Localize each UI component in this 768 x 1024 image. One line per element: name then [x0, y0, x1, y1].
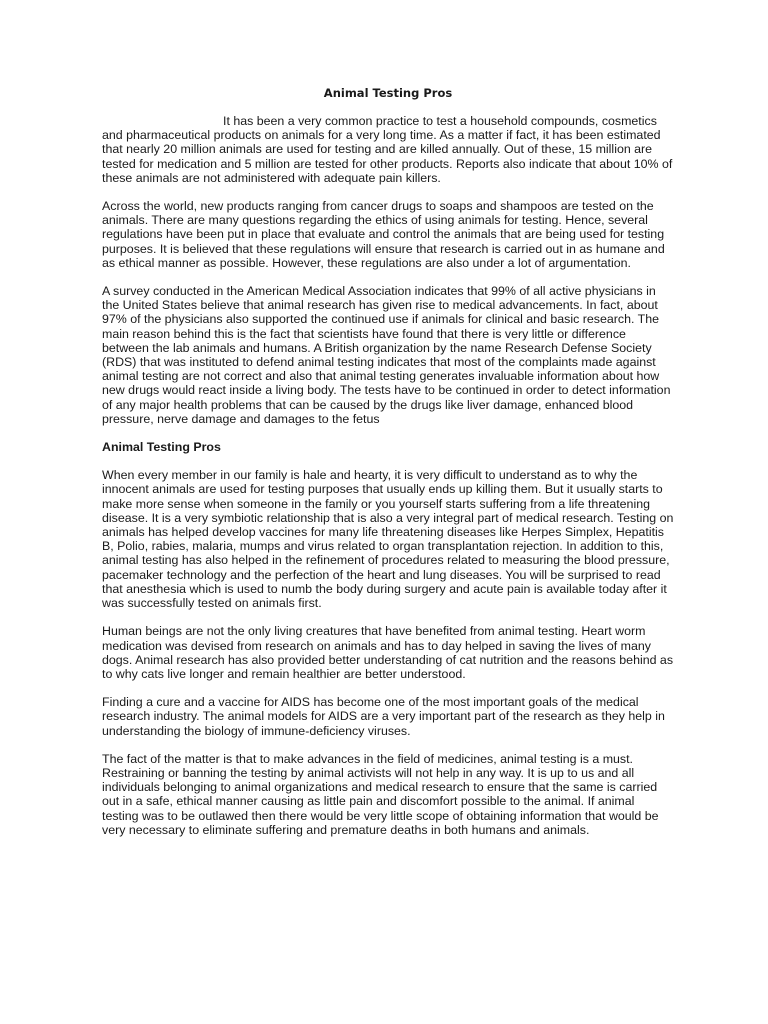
intro-paragraph-3: A survey conducted in the American Medical Association indicates that 99% of all active physicians in the United States believe that animal research has given rise to medical advancements. In fact, about 97% of the physicians also supported the continued use if animals for clinical and basic research. The main reason behind this is the fact that scientists have found that there is very little or difference between the lab animals and humans. A British organization by the name Research Defense Society (RDS) that was instituted to defend animal testing indicates that most of the complaints made against animal testing are not correct and also that animal testing generates invaluable information about how new drugs would react inside a living body. The tests have to be continued in order to detect information of any major health problems that can be caused by the drugs like liver damage, enhanced blood pressure, nerve damage and damages to the fetus [102, 284, 671, 426]
document-title: Animal Testing Pros [323, 86, 453, 100]
section-paragraph-2: Human beings are not the only living creatures that have benefited from animal testing. Heart worm medication was devised from research on animals and has to day helped in saving the lives of many dogs. Animal research has also provided better understanding of cat nutrition and the reasons behind as to why cats live longer and remain healthier are better understood. [102, 624, 674, 681]
section-paragraph-1: When every member in our family is hale and hearty, it is very difficult to understand as to why the innocent animals are used for testing purposes that usually ends up killing them. But it usually starts to make more sense when someone in the family or you yourself starts suffering from a life threatening disease. It is a very symbiotic relationship that is also a very integral part of medical research. Testing on animals has helped develop vaccines for many life threatening diseases like Herpes Simplex, Hepatitis B, Polio, rabies, malaria, mumps and virus related to organ transplantation rejection. In addition to this, animal testing has also helped in the refinement of procedures related to measuring the blood pressure, pacemaker technology and the perfection of the heart and lung diseases. You will be surprised to read that anesthesia which is used to numb the body during surgery and acute pain is available today after it was successfully tested on animals first. [102, 468, 674, 611]
section-heading: Animal Testing Pros [102, 440, 221, 455]
section-paragraph-3: Finding a cure and a vaccine for AIDS has become one of the most important goals of the medical research industry. The animal models for AIDS are a very important part of the research as they help in understanding the biology of immune-deficiency viruses. [102, 695, 665, 738]
intro-paragraph-1: It has been a very common practice to test a household compounds, cosmetics and pharmaceutical products on animals for a very long time. As a matter if fact, it has been estimated that nearly 20 million animals are used for testing and are killed annually. Out of these, 15 million are tested for medication and 5 million are tested for other products. Reports also indicate that about 10% of these animals are not administered with adequate pain killers. [102, 114, 673, 185]
section-paragraph-4: The fact of the matter is that to make advances in the field of medicines, animal testing is a must. Restraining or banning the testing by animal activists will not help in any way. It is up to us and all individuals belonging to animal organizations and medical research to ensure that the same is carried out in a safe, ethical manner causing as little pain and discomfort possible to the animal. If animal testing was to be outlawed then there would be very little scope of obtaining information that would be very necessary to eliminate suffering and premature deaths in both humans and animals. [102, 751, 659, 837]
intro-paragraph-2: Across the world, new products ranging from cancer drugs to soaps and shampoos are tested on the animals. There are many questions regarding the ethics of using animals for testing. Hence, several regulations have been put in place that evaluate and control the animals that are being used for testing purposes. It is believed that these regulations will ensure that research is carried out in as humane and as ethical manner as possible. However, these regulations are also under a lot of argumentation. [102, 199, 665, 270]
document-page [102, 86, 674, 851]
